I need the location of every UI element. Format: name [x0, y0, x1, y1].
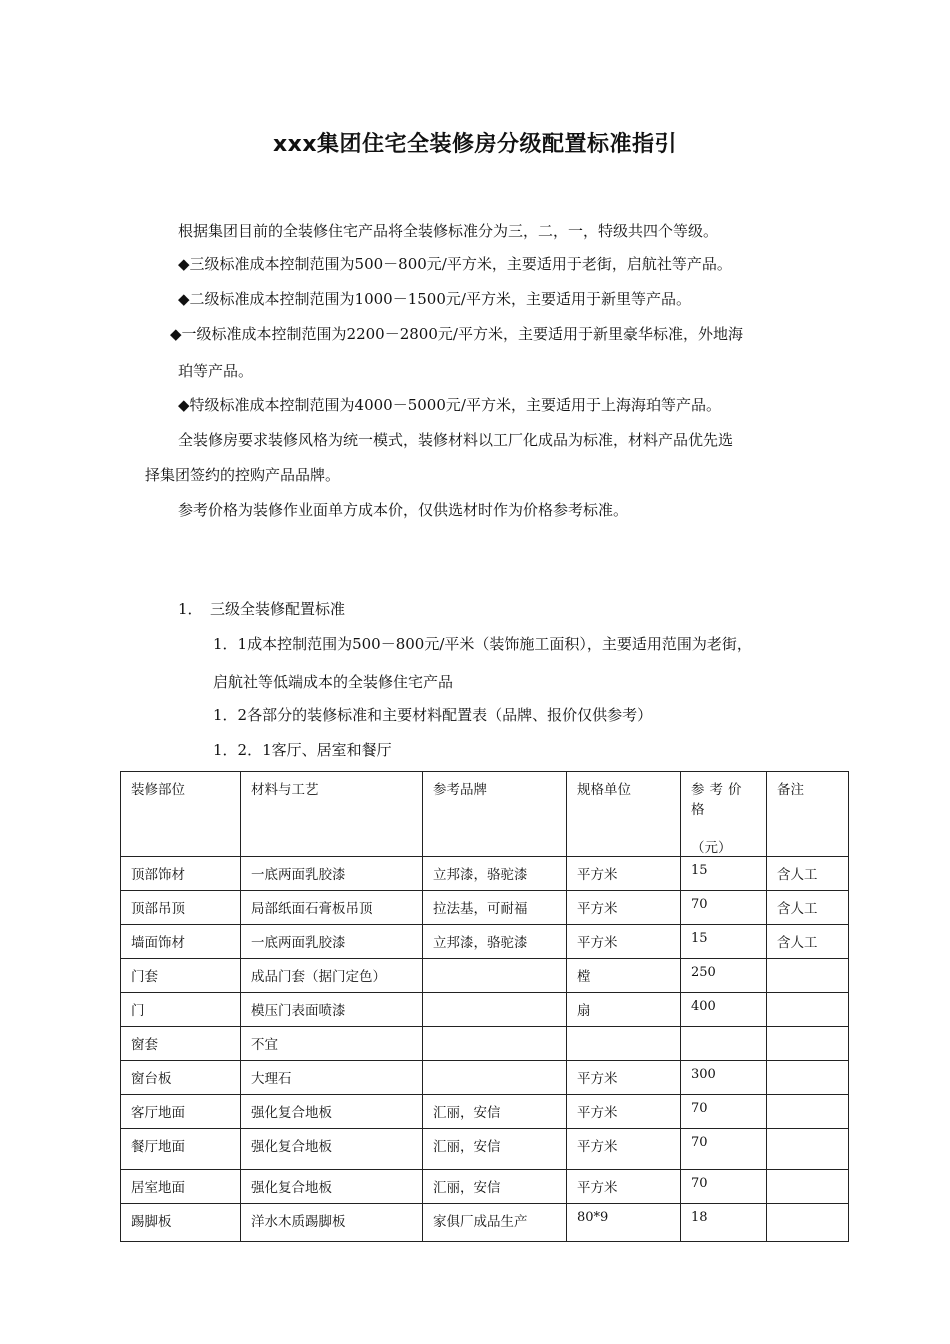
cell-brand: 拉法基，可耐福	[423, 891, 567, 925]
grade-1-bullet: ◆一级标准成本控制范围为2200－2800元/平方米，主要适用于新里豪华标准，外地海	[170, 325, 743, 343]
header-part: 装修部位	[121, 772, 241, 857]
subsection-1-2-1: 1．2．1客厅、居室和餐厅	[213, 741, 392, 759]
cell-material: 强化复合地板	[241, 1170, 423, 1204]
cell-unit: 平方米	[567, 1095, 681, 1129]
cell-brand: 汇丽，安信	[423, 1095, 567, 1129]
cell-price: 70	[681, 1129, 767, 1170]
table-row	[121, 925, 849, 959]
grade-2-bullet: ◆二级标准成本控制范围为1000－1500元/平方米，主要适用于新里等产品。	[178, 290, 691, 308]
cell-material: 模压门表面喷漆	[241, 993, 423, 1027]
cell-part: 客厅地面	[121, 1095, 241, 1129]
cell-price: 15	[681, 857, 767, 891]
header-material: 材料与工艺	[241, 772, 423, 857]
cell-brand: 汇丽，安信	[423, 1129, 567, 1170]
cell-material: 大理石	[241, 1061, 423, 1095]
table-row	[121, 1061, 849, 1095]
cell-note: 含人工	[767, 925, 849, 959]
cell-unit: 80*9	[567, 1204, 681, 1242]
cell-part: 踢脚板	[121, 1204, 241, 1242]
header-unit: 规格单位	[567, 772, 681, 857]
cell-price: 400	[681, 993, 767, 1027]
cell-material: 成品门套（据门定色）	[241, 959, 423, 993]
table-row	[121, 993, 849, 1027]
cell-note	[767, 959, 849, 993]
cell-unit: 平方米	[567, 1129, 681, 1170]
cell-unit: 扇	[567, 993, 681, 1027]
cell-unit: 平方米	[567, 1061, 681, 1095]
cell-brand: 汇丽，安信	[423, 1170, 567, 1204]
cell-note	[767, 1095, 849, 1129]
cell-note	[767, 1204, 849, 1242]
cell-brand	[423, 959, 567, 993]
table-row	[121, 959, 849, 993]
document-title: xxx集团住宅全装修房分级配置标准指引	[272, 132, 678, 157]
cell-note: 含人工	[767, 857, 849, 891]
subsection-1-1: 1．1成本控制范围为500－800元/平米（装饰施工面积），主要适用范围为老街，	[213, 635, 752, 653]
cell-price: 70	[681, 1170, 767, 1204]
cell-brand: 立邦漆，骆驼漆	[423, 925, 567, 959]
cell-material: 洋水木质踢脚板	[241, 1204, 423, 1242]
cell-unit: 樘	[567, 959, 681, 993]
cell-brand	[423, 993, 567, 1027]
cell-part: 墙面饰材	[121, 925, 241, 959]
cell-part: 门	[121, 993, 241, 1027]
cell-unit: 平方米	[567, 1170, 681, 1204]
header-price-label: 参考价格	[691, 782, 747, 818]
subsection-1-2: 1．2各部分的装修标准和主要材料配置表（品牌、报价仅供参考）	[213, 706, 653, 724]
table-row	[121, 1204, 849, 1242]
section-heading: 1． 三级全装修配置标准	[178, 600, 346, 618]
cell-material: 一底两面乳胶漆	[241, 857, 423, 891]
cell-price: 250	[681, 959, 767, 993]
cell-price: 70	[681, 891, 767, 925]
cell-brand: 立邦漆，骆驼漆	[423, 857, 567, 891]
cell-note: 含人工	[767, 891, 849, 925]
cell-part: 居室地面	[121, 1170, 241, 1204]
header-brand: 参考品牌	[423, 772, 567, 857]
cell-part: 窗台板	[121, 1061, 241, 1095]
cell-unit	[567, 1027, 681, 1061]
cell-note	[767, 1061, 849, 1095]
cell-unit: 平方米	[567, 891, 681, 925]
cell-material: 局部纸面石膏板吊顶	[241, 891, 423, 925]
table-header-row	[121, 772, 849, 857]
cell-note	[767, 1129, 849, 1170]
grade-3-bullet: ◆三级标准成本控制范围为500－800元/平方米，主要适用于老街，启航社等产品。	[178, 255, 732, 273]
cell-note	[767, 993, 849, 1027]
table-row	[121, 1170, 849, 1204]
grade-1-bullet-cont: 珀等产品。	[178, 362, 254, 380]
style-paragraph: 全装修房要求装修风格为统一模式，装修材料以工厂化成品为标准，材料产品优先选	[178, 431, 734, 449]
cell-price: 18	[681, 1204, 767, 1242]
header-price	[681, 772, 767, 857]
cell-part: 窗套	[121, 1027, 241, 1061]
table-row	[121, 891, 849, 925]
cell-note	[767, 1170, 849, 1204]
cell-price	[681, 1027, 767, 1061]
price-reference-paragraph: 参考价格为装修作业面单方成本价，仅供选材时作为价格参考标准。	[178, 501, 629, 519]
table-row	[121, 1095, 849, 1129]
table-row	[121, 1129, 849, 1170]
style-paragraph-cont: 择集团签约的控购产品品牌。	[145, 466, 341, 484]
cell-unit: 平方米	[567, 925, 681, 959]
header-note: 备注	[767, 772, 849, 857]
header-price-unit: （元）	[691, 840, 732, 856]
material-config-table	[120, 771, 849, 1242]
cell-part: 门套	[121, 959, 241, 993]
cell-brand: 家俱厂成品生产	[423, 1204, 567, 1242]
cell-material: 一底两面乳胶漆	[241, 925, 423, 959]
cell-unit: 平方米	[567, 857, 681, 891]
cell-part: 顶部吊顶	[121, 891, 241, 925]
cell-price: 70	[681, 1095, 767, 1129]
table-row	[121, 1027, 849, 1061]
subsection-1-1-cont: 启航社等低端成本的全装修住宅产品	[213, 673, 454, 691]
special-grade-bullet: ◆特级标准成本控制范围为4000－5000元/平方米，主要适用于上海海珀等产品。	[178, 396, 721, 414]
cell-part: 顶部饰材	[121, 857, 241, 891]
cell-price: 300	[681, 1061, 767, 1095]
cell-part: 餐厅地面	[121, 1129, 241, 1170]
cell-material: 不宜	[241, 1027, 423, 1061]
cell-brand	[423, 1027, 567, 1061]
cell-brand	[423, 1061, 567, 1095]
cell-price: 15	[681, 925, 767, 959]
cell-material: 强化复合地板	[241, 1129, 423, 1170]
table-row	[121, 857, 849, 891]
cell-material: 强化复合地板	[241, 1095, 423, 1129]
intro-paragraph: 根据集团目前的全装修住宅产品将全装修标准分为三，二，一，特级共四个等级。	[178, 222, 719, 240]
cell-note	[767, 1027, 849, 1061]
